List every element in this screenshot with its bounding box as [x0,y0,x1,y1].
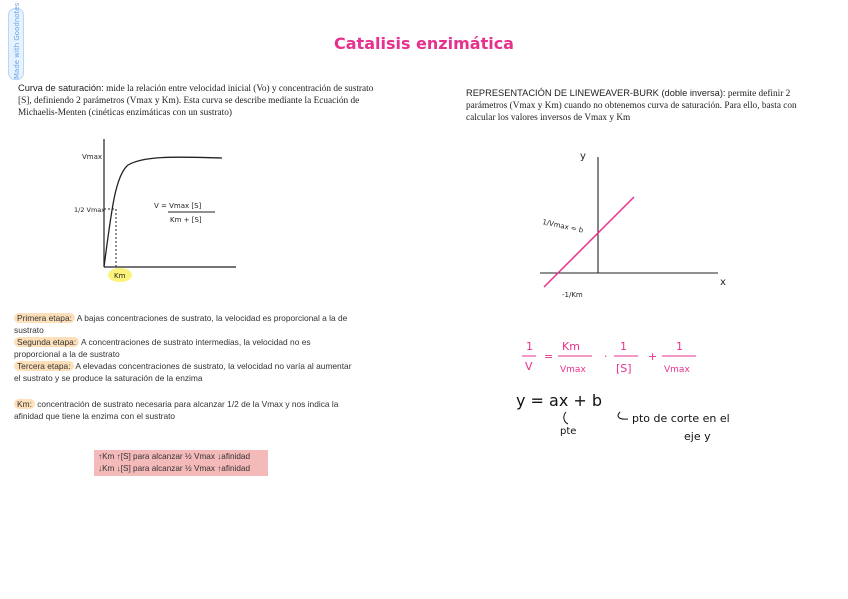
lineweaver-burk-equation [516,336,716,386]
km-axis-label: Km [114,272,126,280]
mm-equation-denominator: Km + [S] [170,216,202,224]
km-definition-text: concentración de sustrato necesaria para alcanzar 1/2 de la Vmax y nos indica la afinidad que tiene la enzima con el sustrato [14,399,339,421]
intercept-note-line-1: pto de corte en el [632,412,730,425]
lb-intercept-label: 1/Vmax = b [541,218,584,235]
half-vmax-label: 1/2 Vmax [74,206,106,214]
eq-dot: · [604,350,608,363]
stage-label-1: Primera etapa: [14,313,75,323]
affinity-summary-line-2: ↓Km ↓[S] para alcanzar ½ Vmax ↑afinidad [98,464,250,473]
lb-y-axis-label: y [580,151,586,162]
linear-equation: y = ax + b [516,391,603,410]
stages-list [14,312,354,384]
eq-lhs-den: V [525,360,533,373]
stage-row-2 [14,336,354,360]
saturation-curve-lead: Curva de saturación: [18,83,104,93]
eq-t1-den: Vmax [560,365,586,375]
slope-note-hook [564,412,568,424]
eq-t1-num: Km [562,340,580,353]
eq-t3-num: 1 [676,340,683,353]
lineweaver-burk-text: permite definir 2 parámetros (Vmax y Km) cuando no obtenemos curva de saturación. Para ello, basta con calcular los valores inversos de Vmax y Km [466,89,797,123]
lb-x-intercept-label: -1/Km [562,291,583,299]
eq-t2-num: 1 [620,340,627,353]
lb-x-axis-label: x [720,277,726,288]
lineweaver-burk-intro [466,87,828,124]
stage-row-3 [14,360,354,384]
slope-note: pte [560,426,577,437]
eq-t3-den: Vmax [664,365,690,375]
eq-plus: + [648,350,658,363]
eq-equals: = [544,350,554,363]
page-title: Catalisis enzimática [334,34,514,53]
stage-row-1 [14,312,354,336]
vmax-label: Vmax [82,153,103,161]
affinity-summary-box [94,450,268,476]
stage-label-2: Segunda etapa: [14,337,79,347]
intercept-note-hook [618,412,628,419]
saturation-curve-intro [18,82,380,119]
intercept-note-line-2: eje y [684,430,711,443]
km-definition-label: Km: [14,399,35,409]
goodnotes-badge-label: Made with Goodnotes [13,2,21,79]
eq-lhs-num: 1 [526,340,533,353]
km-definition [14,398,354,422]
stage-text-1: A bajas concentraciones de sustrato, la velocidad es proporcional a la de sustrato [14,313,348,335]
saturation-curve-graph [70,135,240,285]
stage-text-2: A concentraciones de sustrato intermedias, la velocidad no es proporcional a la de sustrato [14,337,311,359]
lineweaver-burk-lead: REPRESENTACIÓN DE LINEWEAVER-BURK (doble inversa): [466,88,726,98]
stage-label-3: Tercera etapa: [14,361,74,371]
eq-t2-den: [S] [616,362,632,375]
saturation-curve-text: mide la relación entre velocidad inicial (Vo) y concentración de sustrato [S], definiendo 2 parámetros (Vmax y Km). Esta curva se describe mediante la Ecuación de Michaelis-Menten (cinéticas enzimáticas con un sustrato) [18,84,374,118]
lineweaver-burk-graph [530,145,740,305]
affinity-summary-line-1: ↑Km ↑[S] para alcanzar ½ Vmax ↓afinidad [98,452,250,461]
stage-text-3: A elevadas concentraciones de sustrato, la velocidad no varía al aumentar el sustrato y se produce la saturación de la enzima [14,361,352,383]
linear-equation-notes [516,390,796,450]
mm-equation-numerator: V = Vmax [S] [154,202,202,210]
